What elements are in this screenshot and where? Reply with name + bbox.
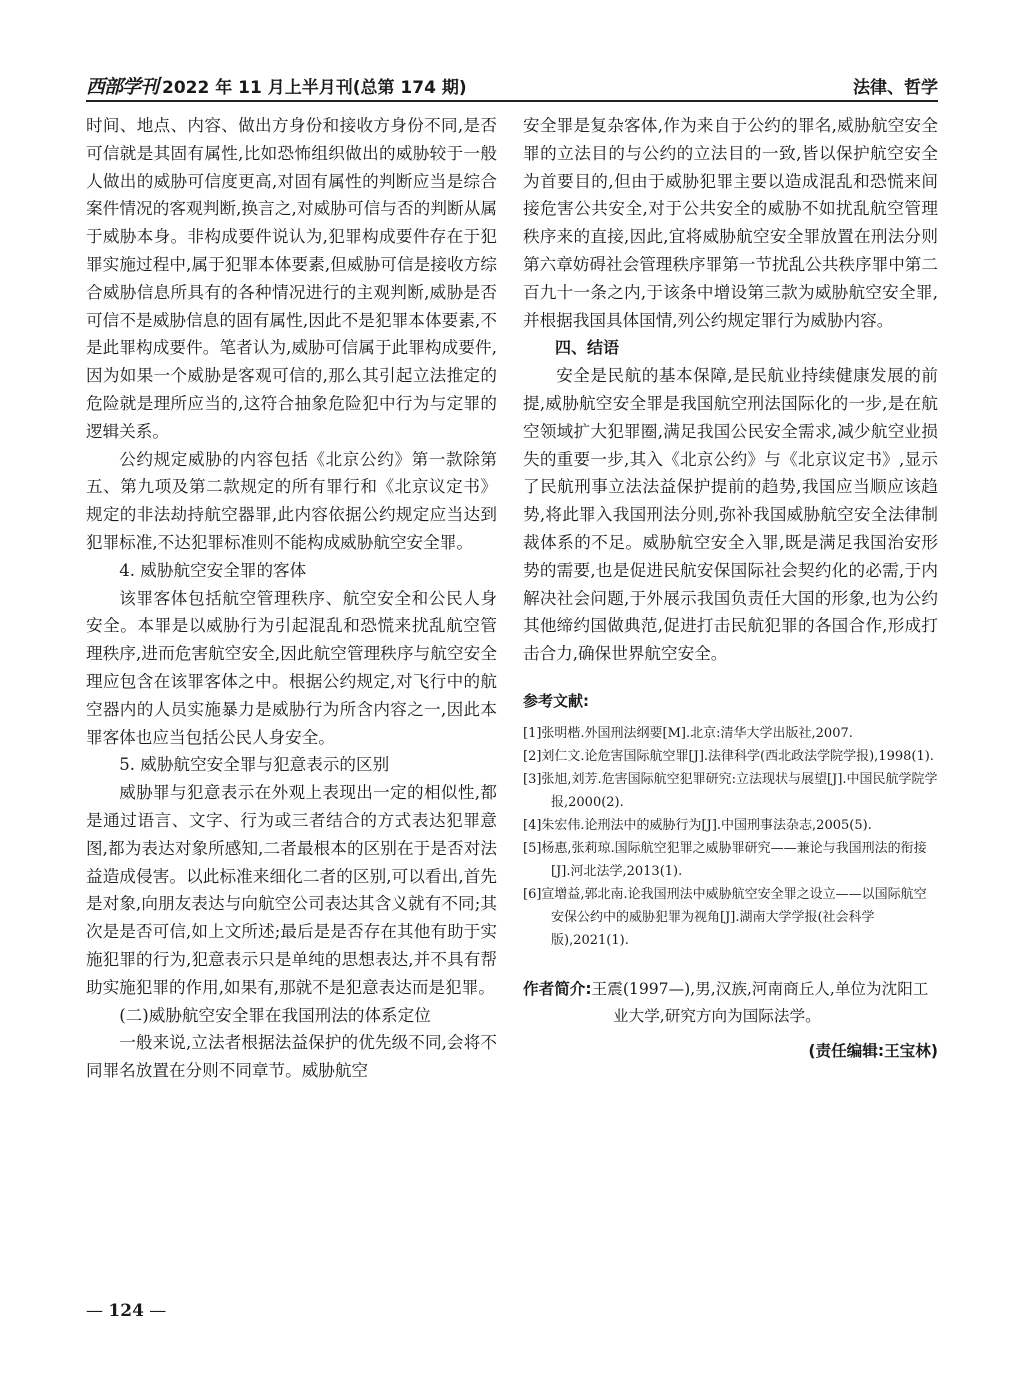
paragraph: 安全是民航的基本保障,是民航业持续健康发展的前提,威胁航空安全罪是我国航空刑法国际化的一步,是在航空领域扩大犯罪圈,满足我国公民安全需求,减少航空业损失的重要一步,其入《北京公约》与《北京议定书》,显示了民航刑事立法法益保护提前的趋势,我国应当顺应该趋势,将此罪入我国刑法分则,弥补我国威胁航空安全法律制裁体系的不足。威胁航空安全入罪,既是满足我国治安形势的需要,也是促进民航安保国际社会契约化的必需,于内解决社会问题,于外展示我国负责任大国的形象,也为公约其他缔约国做典范,促进打击民航犯罪的各国合作,形成打击合力,确保世界航空安全。 xyxy=(523,366,938,664)
reference-item: [5]杨惠,张莉琼.国际航空犯罪之威胁罪研究——兼论与我国刑法的衔接[J].河北法学,2013(1). xyxy=(523,840,927,879)
section-heading: 四、结语 xyxy=(555,338,620,358)
issue-info: 2022 年 11 月上半月刊(总第 174 期) xyxy=(162,78,467,98)
paragraph: 一般来说,立法者根据法益保护的优先级不同,会将不同罪名放置在分则不同章节。威胁航空 xyxy=(86,1033,497,1081)
section-heading: (二)威胁航空安全罪在我国刑法的体系定位 xyxy=(119,1005,431,1025)
reference-item: [1]张明楷.外国刑法纲要[M].北京:清华大学出版社,2007. xyxy=(523,725,853,741)
section-heading: 4. 威胁航空安全罪的客体 xyxy=(119,560,307,580)
references-title: 参考文献: xyxy=(523,691,589,710)
reference-item: [3]张旭,刘芳.危害国际航空犯罪研究:立法现状与展望[J].中国民航学院学报,2000(2). xyxy=(523,771,938,810)
paragraph: 威胁罪与犯意表示在外观上表现出一定的相似性,都是通过语言、文字、行为或三者结合的方式表达犯罪意图,都为表达对象所感知,二者最根本的区别在于是否对法益造成侵害。以此标准来细化二者的区别,可以看出,首先是对象,向朋友表达与向航空公司表达其含义就有不同;其次是是否可信,如上文所述;最后是是否存在其他有助于实施犯罪的行为,犯意表示只是单纯的思想表达,并不具有帮助实施犯罪的作用,如果有,那就不是犯意表达而是犯罪。 xyxy=(86,783,497,997)
reference-item: [2]刘仁文.论危害国际航空罪[J].法律科学(西北政法学院学报),1998(1). xyxy=(523,748,934,764)
right-column-body xyxy=(523,112,938,668)
author-bio xyxy=(523,976,938,1030)
paragraph: 时间、地点、内容、做出方身份和接收方身份不同,是否可信就是其固有属性,比如恐怖组织做出的威胁较于一般人做出的威胁可信度更高,对固有属性的判断应当是综合案件情况的客观判断,换言之,对威胁可信与否的判断从属于威胁本身。非构成要件说认为,犯罪构成要件存在于犯罪实施过程中,属于犯罪本体要素,但威胁可信是接收方综合威胁信息所具有的各种情况进行的主观判断,威胁是否可信不是威胁信息的固有属性,因此不是犯罪本体要素,不是此罪构成要件。笔者认为,威胁可信属于此罪构成要件,因为如果一个威胁是客观可信的,那么其引起立法推定的危险就是理所应当的,这符合抽象危险犯中行为与定罪的逻辑关系。 xyxy=(86,116,497,441)
page-number: — 124 — xyxy=(86,1301,167,1321)
paragraph: 公约规定威胁的内容包括《北京公约》第一款除第五、第九项及第二款规定的所有罪行和《北京议定书》规定的非法劫持航空器罪,此内容依据公约规定应当达到犯罪标准,不达犯罪标准则不能构成威胁航空安全罪。 xyxy=(86,449,497,552)
section-heading: 5. 威胁航空安全罪与犯意表示的区别 xyxy=(119,755,390,775)
responsible-editor: (责任编辑:王宝林) xyxy=(808,1041,938,1060)
paragraph: 该罪客体包括航空管理秩序、航空安全和公民人身安全。本罪是以威胁行为引起混乱和恐慌来扰乱航空管理秩序,进而危害航空安全,因此航空管理秩序与航空安全理应包含在该罪客体之中。根据公约规定,对飞行中的航空器内的人员实施暴力是威胁行为所含内容之一,因此本罪客体也应当包括公民人身安全。 xyxy=(86,588,497,747)
page-number-value: 124 xyxy=(108,1301,144,1321)
author-bio-text: 王震(1997—),男,汉族,河南商丘人,单位为沈阳工业大学,研究方向为国际法学。 xyxy=(591,979,929,1025)
header-rule xyxy=(86,100,938,102)
references-list xyxy=(523,722,938,952)
journal-logo: 西部学刊 xyxy=(86,76,159,98)
left-column xyxy=(86,112,497,1085)
reference-item: [6]宣增益,郭北南.论我国刑法中威胁航空安全罪之设立——以国际航空安保公约中的威胁犯罪为视角[J].湖南大学学报(社会科学版),2021(1). xyxy=(523,886,927,948)
section-name: 法律、哲学 xyxy=(853,78,938,98)
page-header xyxy=(86,70,938,104)
right-column xyxy=(523,112,938,1066)
paragraph: 安全罪是复杂客体,作为来自于公约的罪名,威胁航空安全罪的立法目的与公约的立法目的一致,皆以保护航空安全为首要目的,但由于威胁犯罪主要以造成混乱和恐慌来间接危害公共安全,对于公共安全的威胁不如扰乱航空管理秩序来的直接,因此,宜将威胁航空安全罪放置在刑法分则第六章妨碍社会管理秩序罪第一节扰乱公共秩序罪中第二百九十一条之内,于该条中增设第三款为威胁航空安全罪,并根据我国具体国情,列公约规定罪行为威胁内容。 xyxy=(523,116,938,330)
author-bio-label: 作者简介: xyxy=(523,979,592,998)
reference-item: [4]朱宏伟.论刑法中的威胁行为[J].中国刑事法杂志,2005(5). xyxy=(523,817,872,833)
